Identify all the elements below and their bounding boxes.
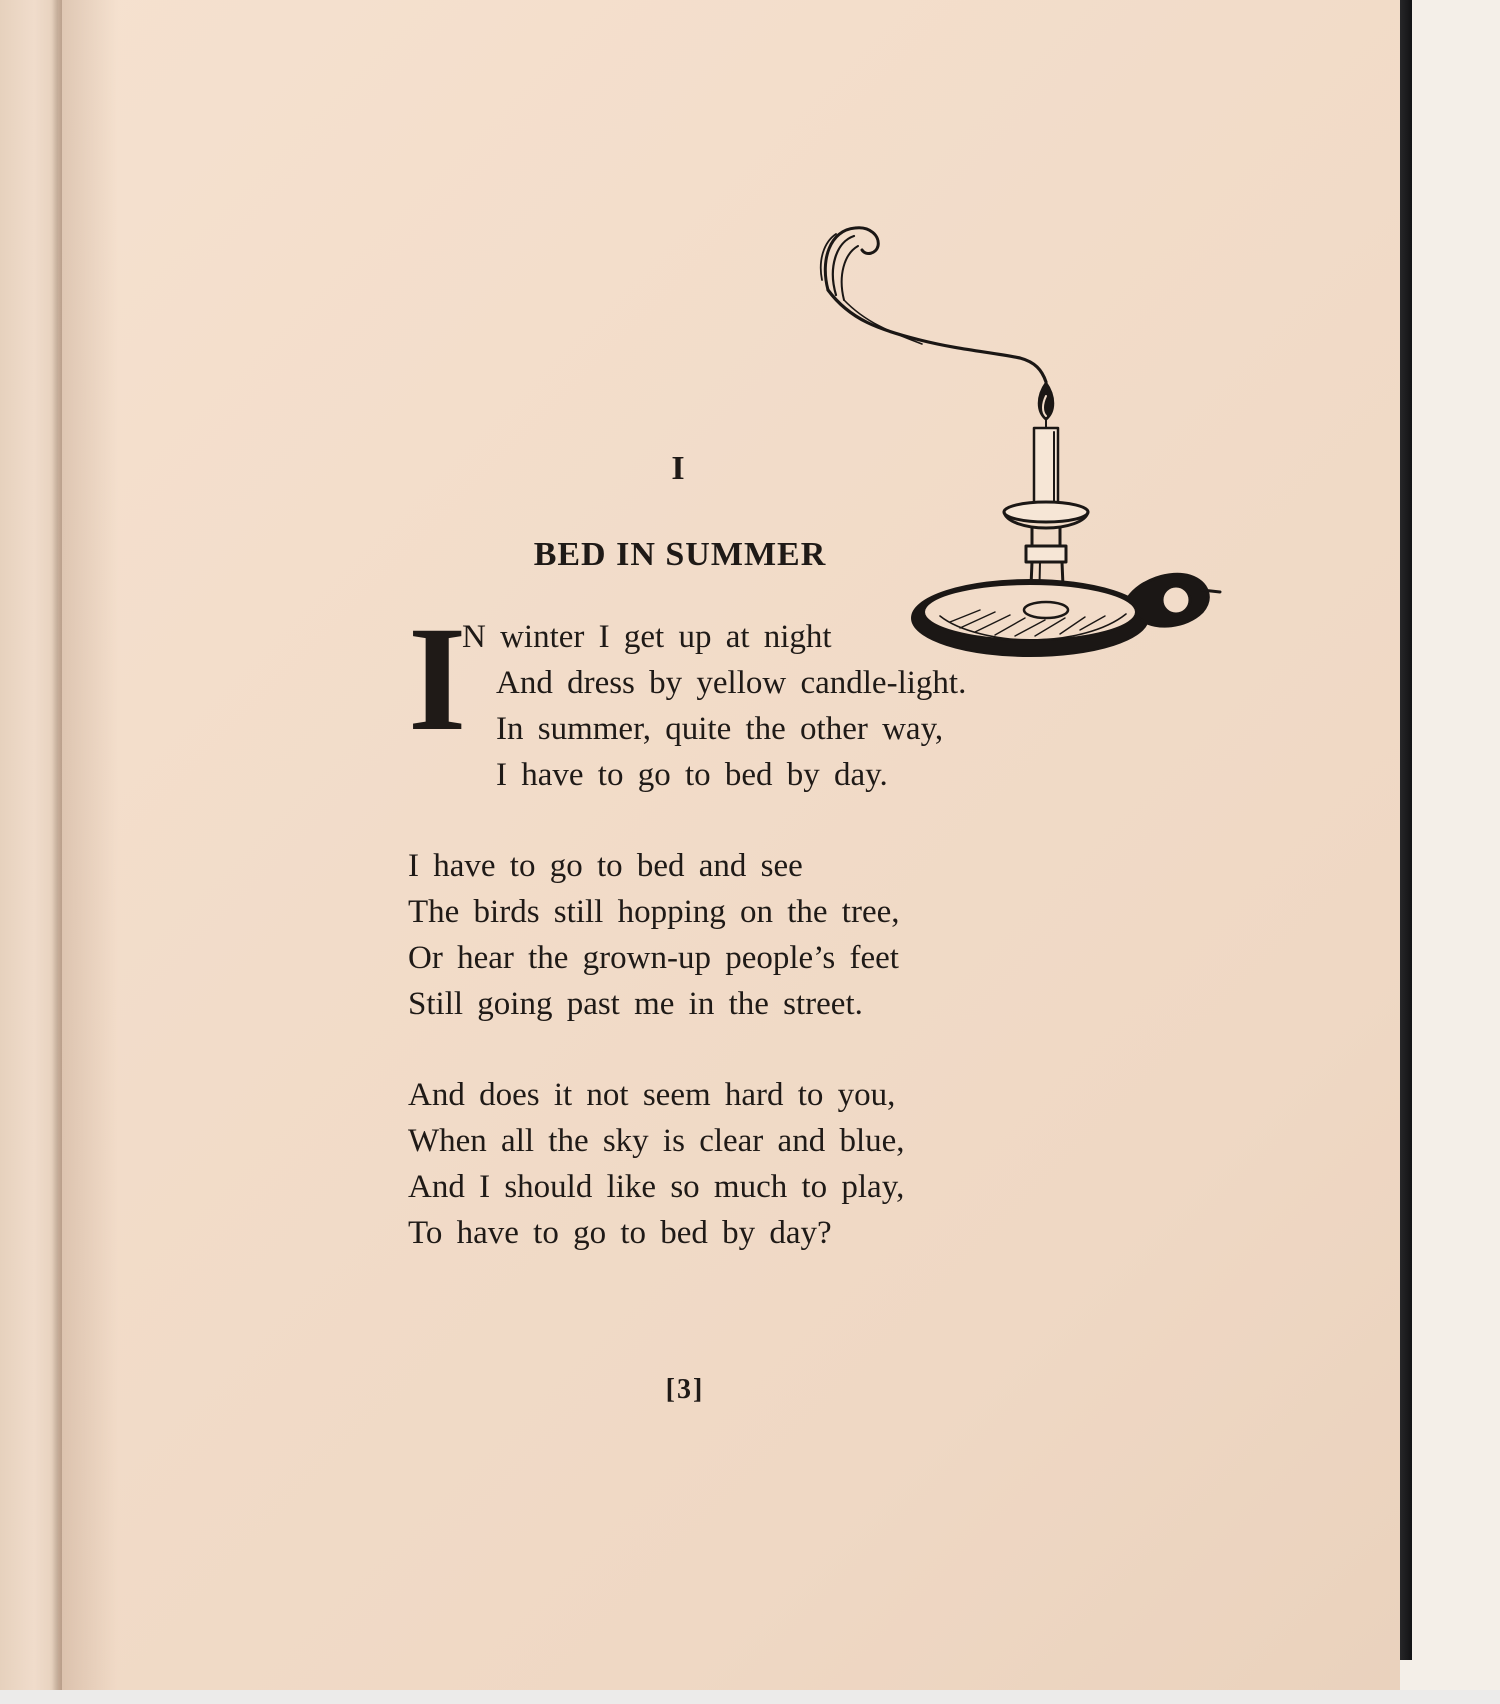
poem-line: I have to go to bed by day. bbox=[496, 757, 888, 793]
poem-title: BED IN SUMMER bbox=[533, 536, 827, 573]
poem-line: Or hear the grown-up people’s feet bbox=[408, 940, 899, 976]
poem-line: N winter I get up at night bbox=[462, 619, 832, 655]
poem-line: When all the sky is clear and blue, bbox=[408, 1123, 905, 1159]
poem-numeral: I bbox=[671, 450, 685, 487]
page-number: [3] bbox=[665, 1374, 705, 1405]
bottom-background bbox=[0, 1690, 1500, 1704]
poem-line: And I should like so much to play, bbox=[408, 1169, 905, 1205]
poem-line: Still going past me in the street. bbox=[408, 986, 863, 1022]
poem-line: To have to go to bed by day? bbox=[408, 1215, 832, 1251]
poem-line: The birds still hopping on the tree, bbox=[408, 894, 900, 930]
gutter bbox=[52, 0, 62, 1704]
book-cover-edge bbox=[1398, 0, 1412, 1660]
drop-cap: I bbox=[408, 596, 467, 762]
poem-line: And dress by yellow candle-light. bbox=[496, 665, 967, 701]
gutter-shadow bbox=[58, 0, 118, 1690]
poem-line: In summer, quite the other way, bbox=[496, 711, 944, 747]
poem-line: And does it not seem hard to you, bbox=[408, 1077, 896, 1113]
poem-line: I have to go to bed and see bbox=[408, 848, 803, 884]
candlestick-icon bbox=[810, 220, 1230, 670]
